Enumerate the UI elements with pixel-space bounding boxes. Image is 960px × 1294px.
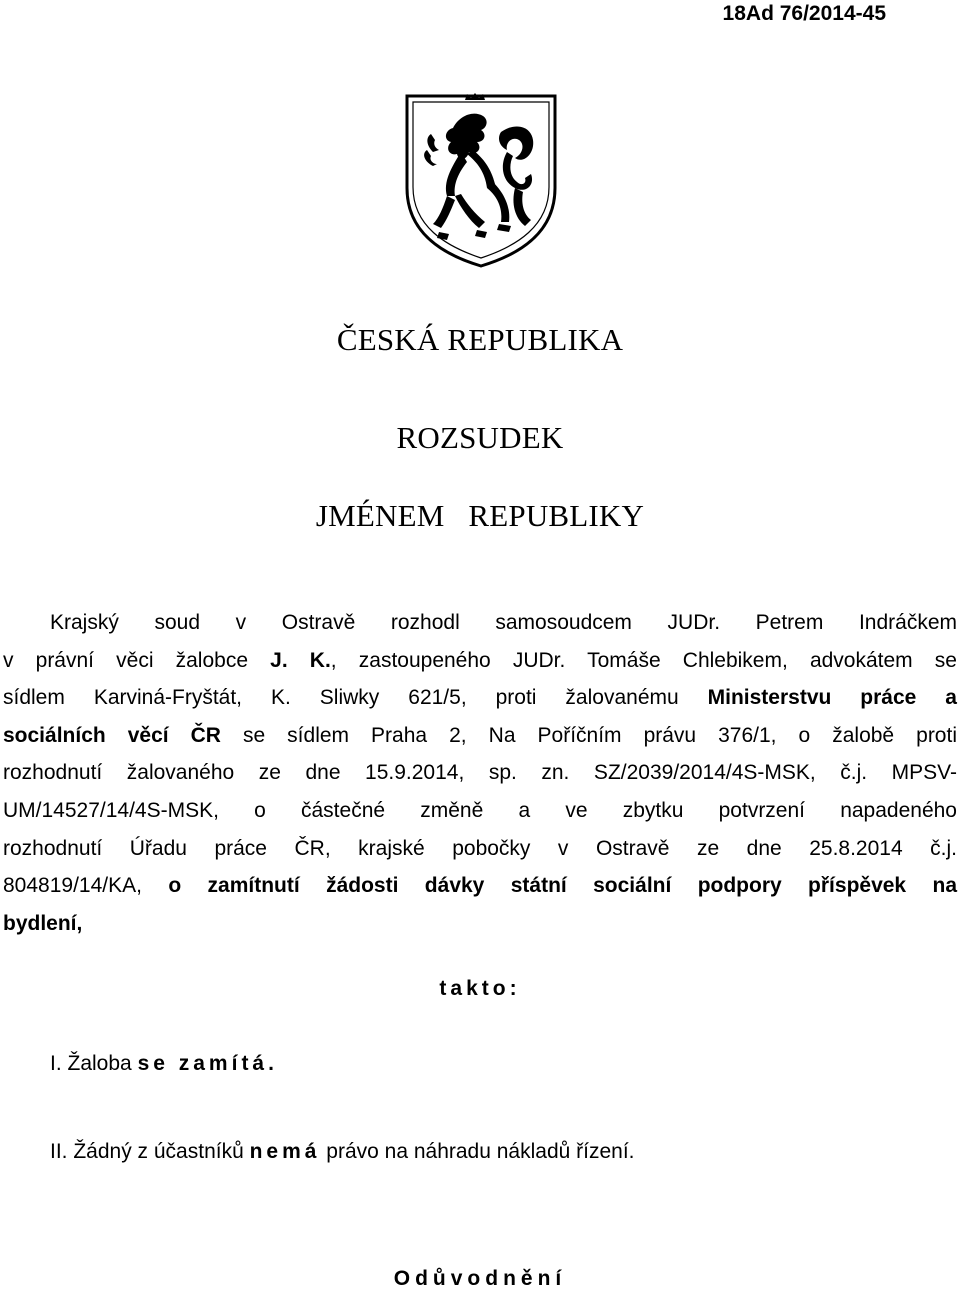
verdict-point-1 — [50, 1052, 278, 1076]
takto-heading: takto: — [439, 977, 521, 1000]
verdict-2-emphasis: nemá — [249, 1140, 321, 1163]
preamble-bold-run: sociálních věcí ČR — [3, 723, 221, 747]
preamble-line — [3, 792, 957, 830]
preamble-run: 804819/14/KA, — [3, 874, 169, 898]
preamble-run: Krajský soud v Ostravě rozhodl samosoudcem JUDr. Petrem Indráčkem — [50, 611, 957, 634]
preamble-bold-run: J. K. — [270, 648, 331, 672]
preamble-run: v právní věci žalobce — [3, 648, 271, 672]
judgment-preamble — [3, 604, 957, 942]
reasoning-heading: Odůvodnění — [393, 1267, 567, 1290]
czech-lion-coat-of-arms-icon — [403, 92, 559, 268]
verdict-point-2 — [50, 1140, 635, 1164]
preamble-bold-run: bydlení, — [3, 911, 83, 935]
preamble-line — [3, 867, 957, 905]
document-type-title: ROZSUDEK — [396, 420, 564, 455]
preamble-line — [3, 754, 957, 792]
preamble-line — [3, 679, 957, 717]
verdict-1-emphasis: se zamítá. — [137, 1052, 278, 1075]
preamble-run: rozhodnutí Úřadu práce ČR, krajské pobočky v Ostravě ze dne 25.8.2014 č.j. — [3, 836, 957, 860]
preamble-run: rozhodnutí žalovaného ze dne 15.9.2014, sp. zn. SZ/2039/2014/4S-MSK, č.j. MPSV- — [3, 761, 957, 785]
preamble-line — [3, 604, 957, 642]
verdict-2-suffix: právo na náhradu nákladů řízení. — [320, 1140, 635, 1163]
preamble-run: sídlem Karviná-Fryštát, K. Sliwky 621/5, proti žalovanému — [3, 686, 708, 710]
preamble-run: , zastoupeného JUDr. Tomáše Chlebikem, advokátem se — [330, 648, 957, 672]
verdict-2-prefix: II. Žádný z účastníků — [50, 1140, 250, 1163]
verdict-1-prefix: I. Žaloba — [50, 1052, 138, 1075]
preamble-run: UM/14527/14/4S-MSK, o částečné změně a ve zbytku potvrzení napadeného — [3, 798, 957, 822]
in-name-of-republic-title: JMÉNEM REPUBLIKY — [315, 498, 645, 533]
preamble-bold-run: Ministerstvu práce a — [707, 686, 957, 710]
country-title: ČESKÁ REPUBLIKA — [336, 322, 624, 357]
preamble-run: se sídlem Praha 2, Na Poříčním právu 376/1, o žalobě proti — [220, 723, 957, 747]
preamble-line — [3, 830, 957, 868]
case-number: 18Ad 76/2014-45 — [722, 2, 886, 25]
preamble-line — [3, 717, 957, 755]
preamble-bold-run: o zamítnutí žádosti dávky státní sociální podpory příspěvek na — [168, 874, 958, 898]
preamble-line — [3, 642, 957, 680]
preamble-line — [3, 905, 957, 943]
